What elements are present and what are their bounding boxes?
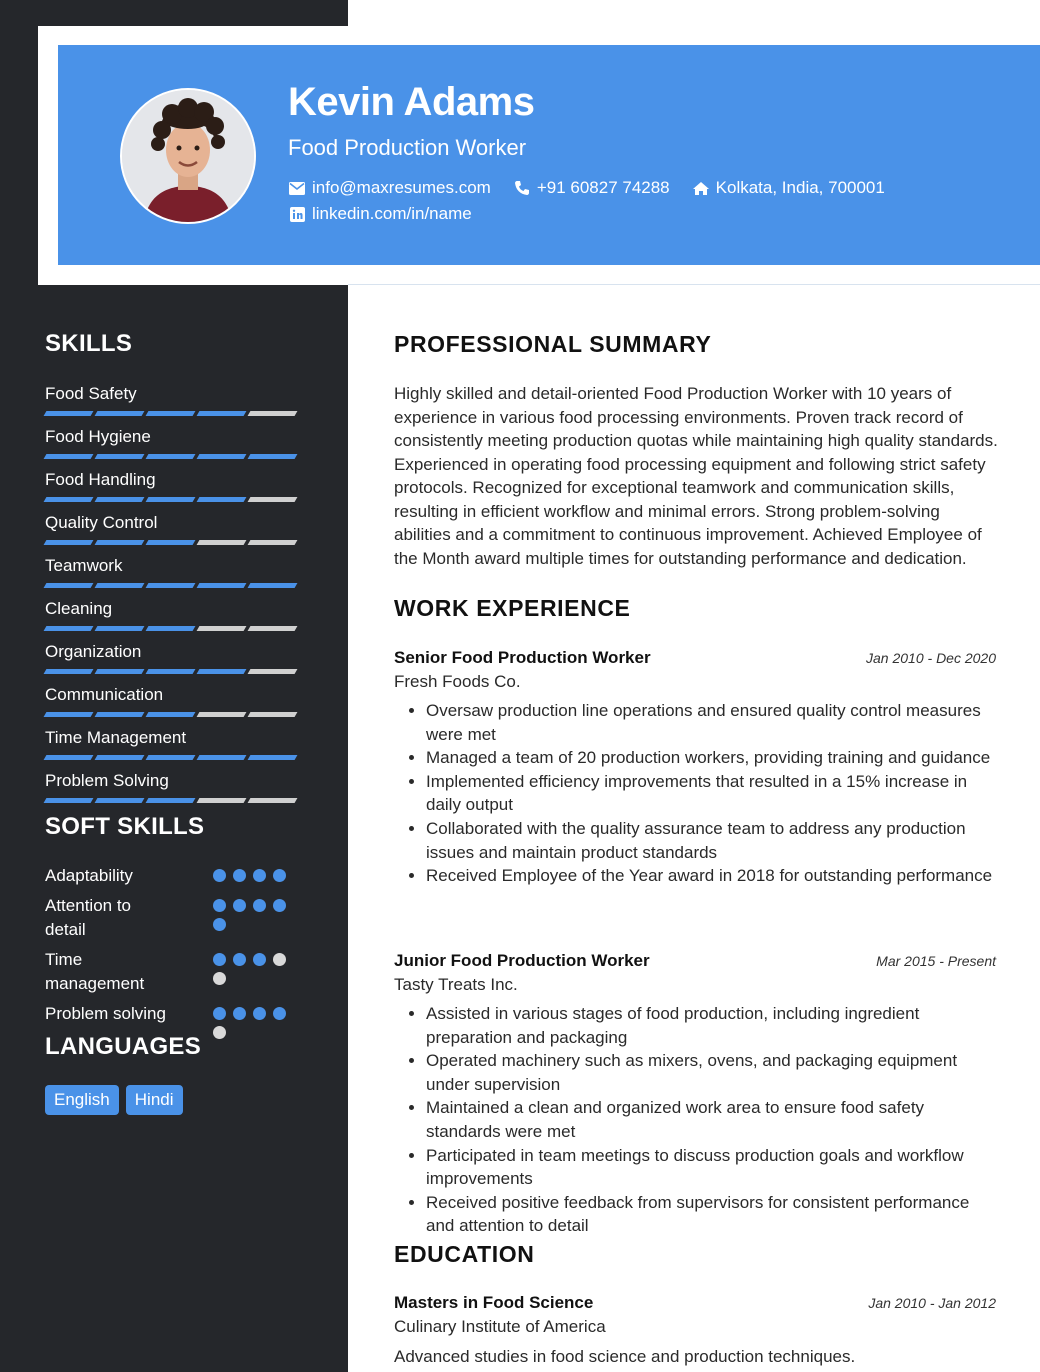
contact-email[interactable] <box>288 178 491 198</box>
skill-level-segment <box>197 669 247 674</box>
skill-level-segment <box>95 454 145 459</box>
experience-heading: WORK EXPERIENCE <box>394 595 631 621</box>
skill-item <box>45 425 305 468</box>
education-description: Advanced studies in food science and production techniques. <box>394 1347 856 1366</box>
skill-level-segment <box>197 411 247 416</box>
rating-dot <box>233 1007 246 1020</box>
language-badge: English <box>45 1085 119 1115</box>
skill-item <box>45 382 305 425</box>
soft-skill-rating <box>213 953 291 985</box>
skill-level-segment <box>197 583 247 588</box>
rating-dot <box>273 1007 286 1020</box>
soft-skills-heading: SOFT SKILLS <box>45 813 205 840</box>
candidate-title: Food Production Worker <box>288 135 527 160</box>
skill-level-segment <box>248 669 298 674</box>
header-divider <box>348 284 1040 285</box>
linkedin-text: linkedin.com/in/name <box>312 204 472 223</box>
soft-skill-label: Adaptability <box>45 866 133 885</box>
skill-level-segment <box>197 626 247 631</box>
skill-item <box>45 640 305 683</box>
skill-item <box>45 468 305 511</box>
job-bullet: • Participated in team meetings to discuss production goals and workflow improvements <box>426 1144 996 1191</box>
skill-name: Organization <box>45 642 142 661</box>
skill-level-bar <box>45 755 305 760</box>
avatar <box>120 88 256 224</box>
contact-linkedin[interactable] <box>288 204 472 224</box>
soft-skill-label: Problem solving <box>45 1004 166 1023</box>
job-bullet: • Operated machinery such as mixers, ovens, and packaging equipment under supervision <box>426 1049 996 1096</box>
skill-name: Time Management <box>45 728 187 747</box>
avatar-photo <box>122 90 254 222</box>
skill-level-segment <box>44 411 94 416</box>
rating-dot <box>273 869 286 882</box>
skill-level-segment <box>197 755 247 760</box>
skill-level-segment <box>146 669 196 674</box>
contact-row-primary <box>288 178 907 198</box>
skill-level-segment <box>95 540 145 545</box>
rating-dot <box>233 869 246 882</box>
education-heading: EDUCATION <box>394 1241 535 1267</box>
skill-level-segment <box>95 755 145 760</box>
skill-level-segment <box>44 712 94 717</box>
skill-level-segment <box>95 669 145 674</box>
skill-level-segment <box>248 497 298 502</box>
rating-dot <box>213 869 226 882</box>
skill-level-segment <box>197 497 247 502</box>
rating-dot <box>253 869 266 882</box>
soft-skill-rating <box>213 869 291 882</box>
skill-level-segment <box>248 411 298 416</box>
email-text: info@maxresumes.com <box>312 178 491 197</box>
phone-text: +91 60827 74288 <box>536 178 670 197</box>
skill-level-segment <box>197 454 247 459</box>
skill-level-bar <box>45 712 305 717</box>
skill-level-bar <box>45 798 305 803</box>
skill-level-segment <box>95 626 145 631</box>
skill-level-segment <box>248 540 298 545</box>
skill-level-segment <box>95 497 145 502</box>
rating-dot <box>213 1026 226 1039</box>
rating-dot <box>253 899 266 912</box>
skill-level-segment <box>44 669 94 674</box>
skill-level-segment <box>44 454 94 459</box>
skill-name: Teamwork <box>45 556 123 575</box>
languages-heading: LANGUAGES <box>45 1033 202 1060</box>
skill-level-segment <box>95 712 145 717</box>
rating-dot <box>213 918 226 931</box>
job-bullet: • Received Employee of the Year award in 2018 for outstanding performance <box>426 864 996 888</box>
job-title: Senior Food Production Worker <box>394 648 651 667</box>
job-dates: Mar 2015 - Present <box>876 953 996 969</box>
skill-level-bar <box>45 411 305 416</box>
job-title: Junior Food Production Worker <box>394 951 650 970</box>
skill-level-segment <box>146 583 196 588</box>
rating-dot <box>233 953 246 966</box>
skill-item <box>45 597 305 640</box>
location-text: Kolkata, India, 700001 <box>715 178 885 197</box>
home-icon <box>692 179 710 197</box>
summary-text: Highly skilled and detail-oriented Food Production Worker with 10 years of experience in various food processing environments. Proven track record of consistently meeting production quotas while maintaining high quality standards. Experienced in operating food processing equipment and following strict safety protocols. Recognized for exceptional teamwork and communication skills, resulting in efficient workflow and minimal errors. Strong problem-solving abilities and a commitment to continuous improvement. Achieved Employee of the Month award multiple times for outstanding performance and dedication. <box>394 384 998 568</box>
skill-level-segment <box>44 583 94 588</box>
skill-level-segment <box>146 798 196 803</box>
skill-level-segment <box>44 497 94 502</box>
skill-level-segment <box>44 755 94 760</box>
languages-list <box>45 1085 183 1115</box>
skill-name: Communication <box>45 685 164 704</box>
skills-heading: SKILLS <box>45 330 133 357</box>
job-bullet: • Oversaw production line operations and ensured quality control measures were met <box>426 699 996 746</box>
skill-level-segment <box>146 454 196 459</box>
skill-level-segment <box>95 411 145 416</box>
skill-level-segment <box>197 712 247 717</box>
skill-level-segment <box>248 626 298 631</box>
language-badge: Hindi <box>126 1085 183 1115</box>
skill-level-bar <box>45 497 305 502</box>
education-dates: Jan 2010 - Jan 2012 <box>868 1295 996 1311</box>
skill-level-segment <box>197 540 247 545</box>
soft-skill-label: Attention to detail <box>45 896 132 939</box>
skill-level-bar <box>45 626 305 631</box>
skill-level-segment <box>146 712 196 717</box>
skills-list <box>45 382 305 812</box>
skill-item <box>45 683 305 726</box>
soft-skill-rating <box>213 899 291 931</box>
linkedin-icon <box>288 205 306 223</box>
skill-level-segment <box>146 411 196 416</box>
skill-item <box>45 769 305 812</box>
school-name: Culinary Institute of America <box>394 1317 606 1336</box>
education-entry <box>394 1291 996 1369</box>
job-entry <box>394 646 996 888</box>
skill-item <box>45 554 305 597</box>
skill-level-segment <box>197 798 247 803</box>
skill-level-segment <box>146 755 196 760</box>
skill-name: Problem Solving <box>45 771 169 790</box>
job-entry <box>394 949 996 1238</box>
rating-dot <box>213 1007 226 1020</box>
job-company: Tasty Treats Inc. <box>394 975 518 994</box>
skill-name: Quality Control <box>45 513 158 532</box>
envelope-icon <box>288 179 306 197</box>
job-dates: Jan 2010 - Dec 2020 <box>866 650 996 666</box>
job-bullets <box>394 1002 996 1238</box>
skill-level-segment <box>95 798 145 803</box>
skill-level-segment <box>248 454 298 459</box>
rating-dot <box>253 953 266 966</box>
rating-dot <box>253 1007 266 1020</box>
skill-level-bar <box>45 454 305 459</box>
degree-title: Masters in Food Science <box>394 1293 594 1312</box>
rating-dot <box>233 899 246 912</box>
skill-level-segment <box>44 540 94 545</box>
skill-level-segment <box>248 583 298 588</box>
job-bullet: • Received positive feedback from supervisors for consistent performance and attention to detail <box>426 1191 996 1238</box>
soft-skill-label: Time management <box>45 950 145 993</box>
skill-level-segment <box>248 798 298 803</box>
rating-dot <box>273 899 286 912</box>
job-company: Fresh Foods Co. <box>394 672 521 691</box>
skill-level-segment <box>248 755 298 760</box>
skill-level-segment <box>146 540 196 545</box>
skill-level-segment <box>44 798 94 803</box>
skill-level-segment <box>146 497 196 502</box>
skill-item <box>45 511 305 554</box>
job-bullet: • Assisted in various stages of food production, including ingredient preparation and packaging <box>426 1002 996 1049</box>
skill-name: Food Safety <box>45 384 137 403</box>
skill-level-segment <box>44 626 94 631</box>
skill-name: Cleaning <box>45 599 113 618</box>
job-bullets <box>394 699 996 888</box>
summary-heading: PROFESSIONAL SUMMARY <box>394 331 712 357</box>
job-bullet: • Maintained a clean and organized work area to ensure food safety standards were met <box>426 1096 996 1143</box>
job-bullet: • Managed a team of 20 production workers, providing training and guidance <box>426 746 996 770</box>
skill-name: Food Handling <box>45 470 156 489</box>
contact-phone[interactable] <box>513 178 670 198</box>
rating-dot <box>273 953 286 966</box>
skill-level-segment <box>146 626 196 631</box>
phone-icon <box>513 179 531 197</box>
skill-level-bar <box>45 583 305 588</box>
skill-level-bar <box>45 540 305 545</box>
skill-level-bar <box>45 669 305 674</box>
rating-dot <box>213 953 226 966</box>
job-bullet: • Collaborated with the quality assurance team to address any production issues and maintain product standards <box>426 817 996 864</box>
contact-row-secondary <box>288 204 494 224</box>
skill-level-segment <box>95 583 145 588</box>
job-bullet: • Implemented efficiency improvements that resulted in a 15% increase in daily output <box>426 770 996 817</box>
skill-item <box>45 726 305 769</box>
candidate-name: Kevin Adams <box>288 80 535 124</box>
rating-dot <box>213 899 226 912</box>
contact-location <box>692 178 885 198</box>
skill-name: Food Hygiene <box>45 427 151 446</box>
soft-skill-rating <box>213 1007 291 1039</box>
skill-level-segment <box>248 712 298 717</box>
rating-dot <box>213 972 226 985</box>
